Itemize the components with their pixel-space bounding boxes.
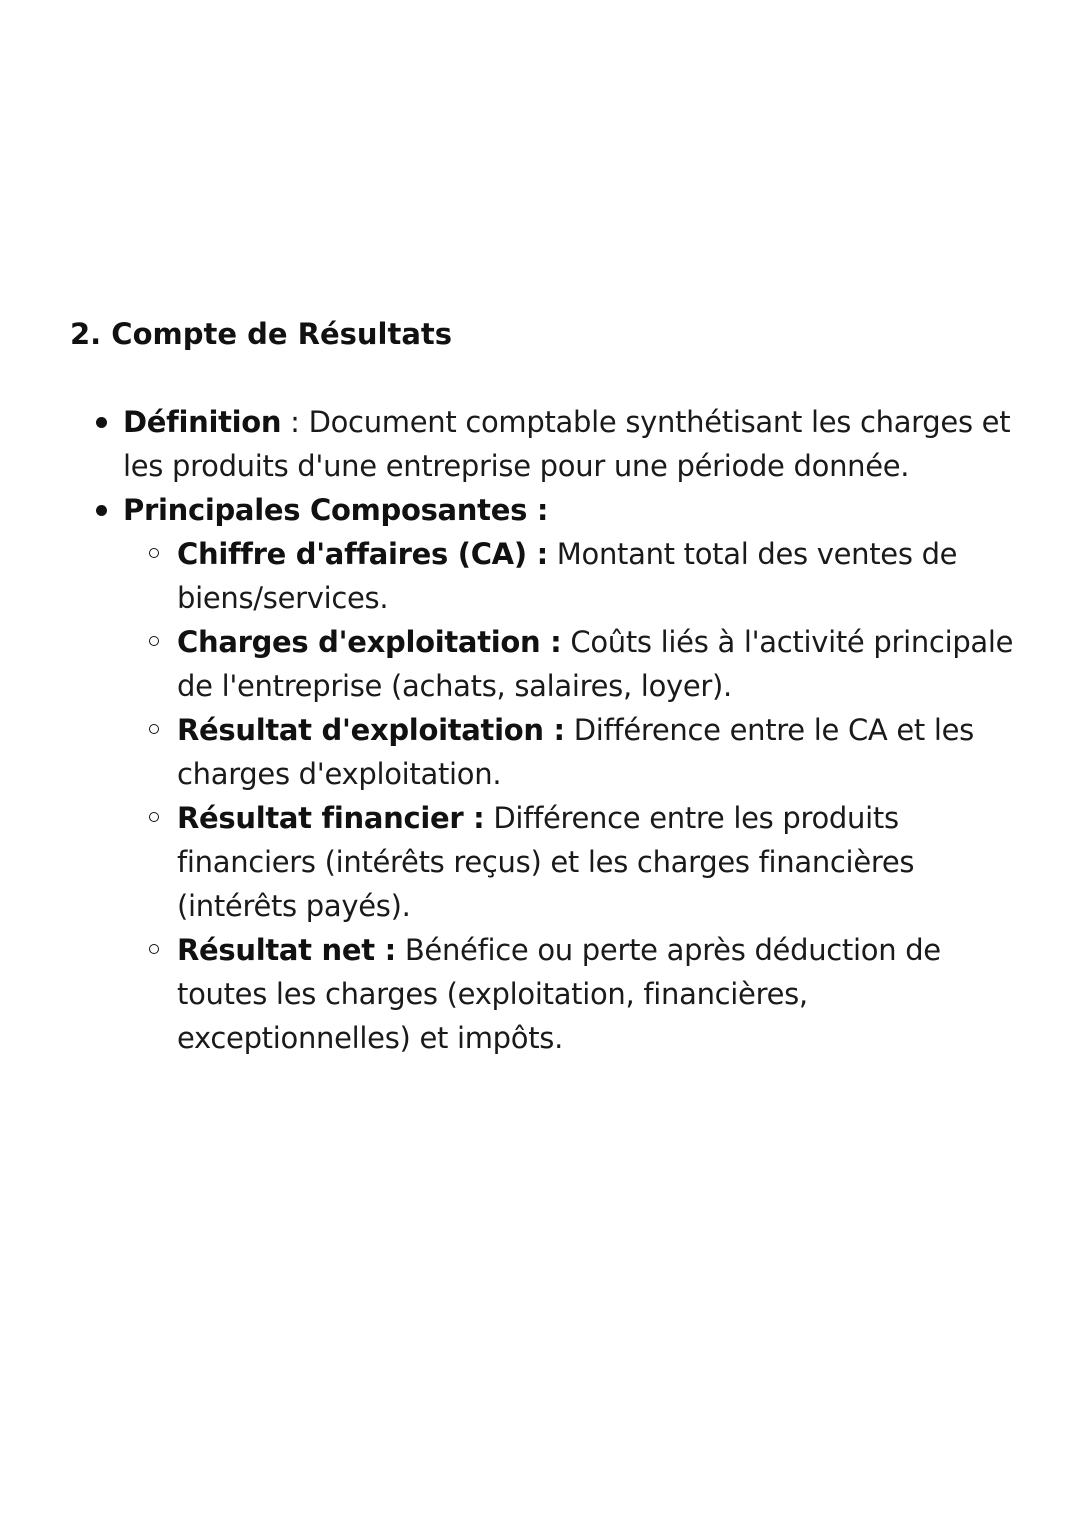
subitem-term: Résultat net : (177, 933, 396, 967)
bullet-disc-icon (96, 417, 107, 428)
subitem-resultat-exploitation (123, 708, 1020, 796)
bullet-circle-icon (149, 944, 159, 954)
document-content (70, 312, 1020, 1060)
definition-term: Définition (123, 405, 282, 439)
bullet-circle-icon (149, 548, 159, 558)
bullet-disc-icon (96, 505, 107, 516)
subitem-term: Résultat financier : (177, 801, 485, 835)
subitem-resultat-net (123, 928, 1020, 1060)
subitem-text: Montant total des ventes de biens/services. (177, 537, 958, 615)
subitem-charges-exploitation (123, 620, 1020, 708)
bullet-circle-icon (149, 812, 159, 822)
subitem-text: Différence entre le CA et les charges d'exploitation. (177, 713, 974, 791)
subitem-term: Charges d'exploitation : (177, 625, 562, 659)
bullet-circle-icon (149, 724, 159, 734)
composantes-sublist (123, 532, 1020, 1060)
main-list (70, 400, 1020, 1060)
bullet-circle-icon (149, 636, 159, 646)
subitem-text: Coûts liés à l'activité principale de l'entreprise (achats, salaires, loyer). (177, 625, 1014, 703)
subitem-chiffre-affaires (123, 532, 1020, 620)
subitem-term: Chiffre d'affaires (CA) : (177, 537, 548, 571)
subitem-text: Bénéfice ou perte après déduction de toutes les charges (exploitation, financières, exceptionnelles) et impôts. (177, 933, 941, 1055)
subitem-text: Différence entre les produits financiers (intérêts reçus) et les charges financières (intérêts payés). (177, 801, 915, 923)
list-item-definition (70, 400, 1020, 488)
composantes-term: Principales Composantes : (123, 493, 549, 527)
definition-text: : Document comptable synthétisant les charges et les produits d'une entreprise pour une période donnée. (123, 405, 1011, 483)
subitem-term: Résultat d'exploitation : (177, 713, 565, 747)
list-item-composantes (70, 488, 1020, 1060)
subitem-resultat-financier (123, 796, 1020, 928)
section-title: 2. Compte de Résultats (70, 317, 453, 351)
